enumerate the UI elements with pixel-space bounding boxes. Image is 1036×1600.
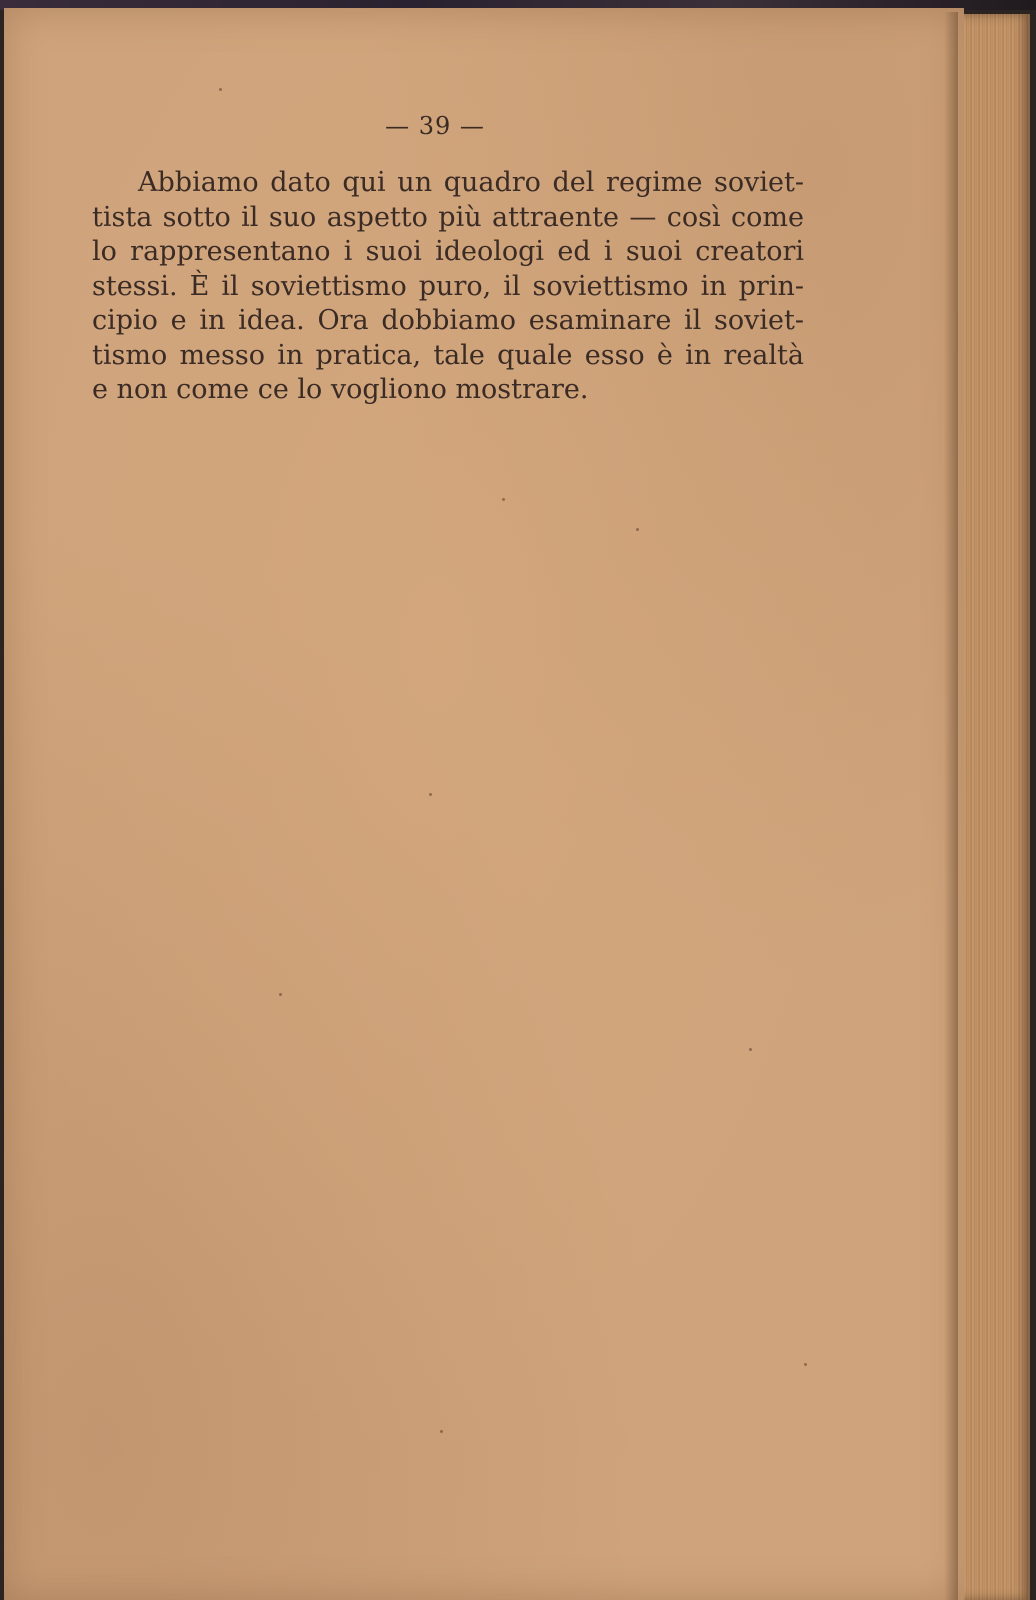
paragraph-line: Abbiamo dato qui un quadro del regime soviet- — [138, 167, 804, 198]
paragraph-line: lo rappresentano i suoi ideologi ed i suoi creatori — [92, 236, 804, 267]
paper-speck — [440, 1430, 443, 1433]
paragraph-line: tista sotto il suo aspetto più attraente — così come — [92, 201, 804, 233]
paper-speck — [219, 88, 222, 91]
paper-speck — [636, 528, 639, 531]
body-paragraph — [92, 166, 804, 408]
paragraph-line: e non come ce lo vogliono mostrare. — [92, 374, 589, 405]
paragraph-line: stessi. È il soviettismo puro, il soviettismo in prin- — [92, 270, 804, 302]
paper-speck — [279, 993, 282, 996]
paper-speck — [804, 1363, 807, 1366]
paper-speck — [502, 498, 505, 501]
paragraph-line: tismo messo in pratica, tale quale esso è in realtà — [92, 339, 804, 371]
paper-speck — [749, 1048, 752, 1051]
page-number: — 39 — — [385, 112, 485, 140]
paragraph-line: cipio e in idea. Ora dobbiamo esaminare il soviet- — [92, 305, 804, 336]
paper-speck — [429, 793, 432, 796]
gutter-shadow — [944, 12, 958, 1600]
